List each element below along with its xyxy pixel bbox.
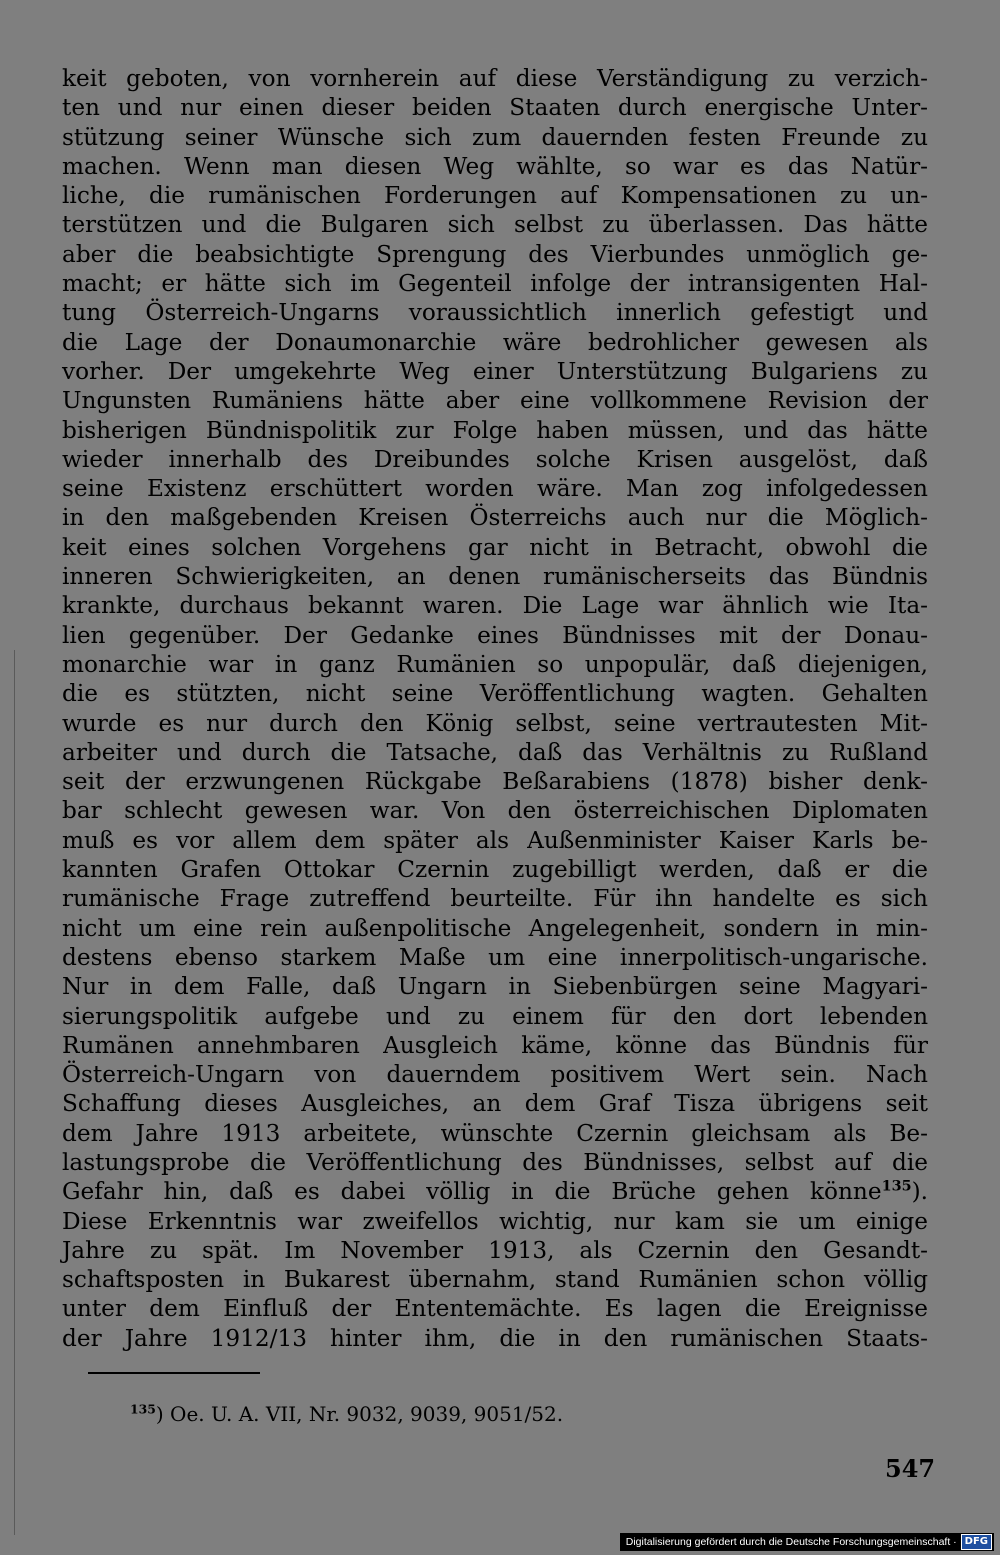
text-line: in den maßgebenden Kreisen Österreichs auch nur die Möglich- — [62, 504, 928, 532]
text-line: schaftsposten in Bukarest übernahm, stand Rumänien schon völlig — [62, 1266, 928, 1294]
text-line: Österreich-Ungarn von dauerndem positivem Wert sein. Nach — [62, 1061, 928, 1089]
text-line: stützung seiner Wünsche sich zum dauernden festen Freunde zu — [62, 123, 928, 151]
body-text — [62, 64, 928, 1353]
digitization-credit-text: Digitalisierung gefördert durch die Deutsche Forschungsgemeinschaft · — [625, 1536, 957, 1548]
text-line: muß es vor allem dem später als Außenminister Kaiser Karls be- — [62, 826, 928, 854]
text-line: ten und nur einen dieser beiden Staaten durch energische Unter- — [62, 94, 928, 122]
text-line: macht; er hätte sich im Gegenteil infolge der intransigenten Hal- — [62, 270, 928, 298]
text-line: der Jahre 1912/13 hinter ihm, die in den rumänischen Staats- — [62, 1324, 928, 1352]
text-line: liche, die rumänischen Forderungen auf Kompensationen zu un- — [62, 182, 928, 210]
text-line: Jahre zu spät. Im November 1913, als Czernin den Gesandt- — [62, 1236, 928, 1264]
text-line: seit der erzwungenen Rückgabe Beßarabiens (1878) bisher denk- — [62, 768, 928, 796]
text-line: sierungspolitik aufgebe und zu einem für den dort lebenden — [62, 1002, 928, 1030]
text-line: terstützen und die Bulgaren sich selbst zu überlassen. Das hätte — [62, 211, 928, 239]
text-line: unter dem Einfluß der Ententemächte. Es lagen die Ereignisse — [62, 1295, 928, 1323]
text-line: Ungunsten Rumäniens hätte aber eine vollkommene Revision der — [62, 387, 928, 415]
text-line: keit eines solchen Vorgehens gar nicht in Betracht, obwohl die — [62, 533, 928, 561]
text-line: krankte, durchaus bekannt waren. Die Lage war ähnlich wie Ita- — [62, 592, 928, 620]
text-line: bisherigen Bündnispolitik zur Folge haben müssen, und das hätte — [62, 416, 928, 444]
digitization-credit[interactable] — [620, 1533, 994, 1551]
page-number: 547 — [885, 1454, 936, 1483]
text-line: destens ebenso starkem Maße um eine innerpolitisch-ungarische. — [62, 943, 928, 971]
footnote — [130, 1400, 563, 1428]
text-line: kannten Grafen Ottokar Czernin zugebilligt werden, daß er die — [62, 856, 928, 884]
text-line: wurde es nur durch den König selbst, seine vertrautesten Mit- — [62, 709, 928, 737]
text-line: Nur in dem Falle, daß Ungarn in Siebenbürgen seine Magyari- — [62, 973, 928, 1001]
text-line-content: Gefahr hin, daß es dabei völlig in die Brüche gehen könne — [62, 1178, 882, 1206]
text-line: lien gegenüber. Der Gedanke eines Bündnisses mit der Donau- — [62, 621, 928, 649]
footnote-separator — [88, 1372, 260, 1374]
text-line: monarchie war in ganz Rumänien so unpopulär, daß diejenigen, — [62, 650, 928, 678]
text-line: tung Österreich-Ungarns voraussichtlich innerlich gefestigt und — [62, 299, 928, 327]
text-line: wieder innerhalb des Dreibundes solche Krisen ausgelöst, daß — [62, 445, 928, 473]
footnote-reference-suffix: ). — [911, 1178, 928, 1206]
text-line: Diese Erkenntnis war zweifellos wichtig, nur kam sie um einige — [62, 1207, 928, 1235]
text-line-with-footnote — [62, 1177, 928, 1206]
text-line: vorher. Der umgekehrte Weg einer Unterstützung Bulgariens zu — [62, 357, 928, 385]
text-line: die es stützten, nicht seine Veröffentlichung wagten. Gehalten — [62, 680, 928, 708]
text-line: Schaffung dieses Ausgleiches, an dem Graf Tisza übrigens seit — [62, 1090, 928, 1118]
text-line: keit geboten, von vornherein auf diese Verständigung zu verzich- — [62, 65, 928, 92]
text-line: Rumänen annehmbaren Ausgleich käme, könne das Bündnis für — [62, 1031, 928, 1059]
dfg-logo: DFG — [961, 1534, 992, 1550]
text-line: machen. Wenn man diesen Weg wählte, so war es das Natür- — [62, 152, 928, 180]
text-line: arbeiter und durch die Tatsache, daß das Verhältnis zu Rußland — [62, 738, 928, 766]
text-line: nicht um eine rein außenpolitische Angelegenheit, sondern in min- — [62, 914, 928, 942]
text-line: bar schlecht gewesen war. Von den österreichischen Diplomaten — [62, 797, 928, 825]
text-line: aber die beabsichtigte Sprengung des Vierbundes unmöglich ge- — [62, 240, 928, 268]
text-line: dem Jahre 1913 arbeitete, wünschte Czernin gleichsam als Be- — [62, 1119, 928, 1147]
text-line: lastungsprobe die Veröffentlichung des Bündnisses, selbst auf die — [62, 1148, 928, 1176]
text-line: seine Existenz erschüttert worden wäre. Man zog infolgedessen — [62, 475, 928, 503]
text-line: rumänische Frage zutreffend beurteilte. Für ihn handelte es sich — [62, 885, 928, 913]
footnote-reference[interactable]: 135 — [881, 1177, 912, 1195]
footnote-marker: 135 — [130, 1401, 156, 1417]
footnote-marker-suffix: ) — [155, 1402, 164, 1426]
text-line: die Lage der Donaumonarchie wäre bedrohlicher gewesen als — [62, 328, 928, 356]
text-line: inneren Schwierigkeiten, an denen rumänischerseits das Bündnis — [62, 563, 928, 591]
footnote-text: Oe. U. A. VII, Nr. 9032, 9039, 9051/52. — [170, 1402, 564, 1426]
scan-margin-line — [14, 650, 15, 1535]
